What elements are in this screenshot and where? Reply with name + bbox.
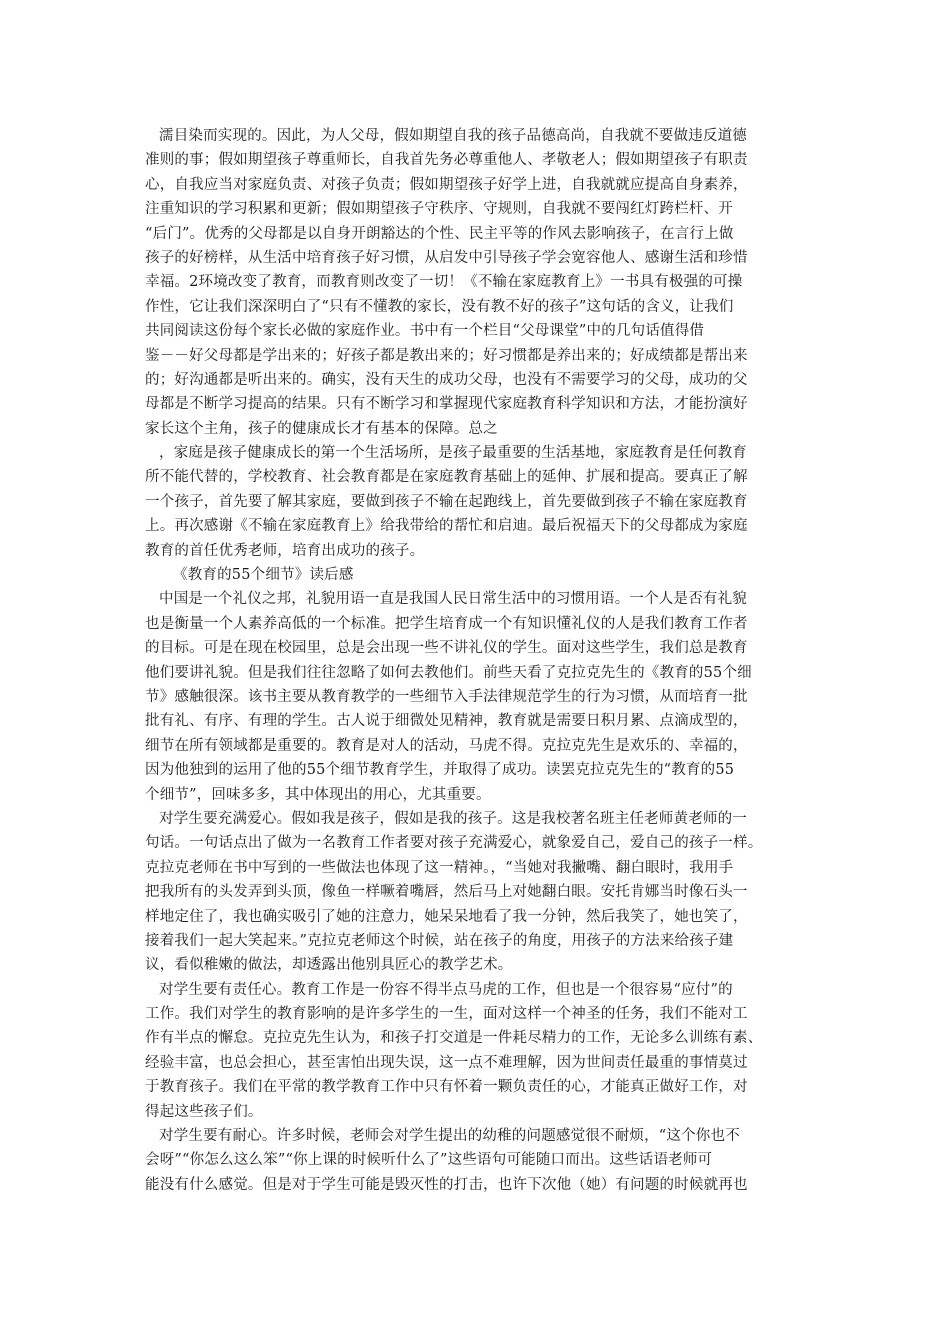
text-line: 的；好沟通都是听出来的。确实，没有天生的成功父母，也没有不需要学习的父母，成功的父: [145, 371, 748, 388]
text-line: 中国是一个礼仪之邦，礼貌用语一直是我国人民日常生活中的习惯用语。一个人是否有礼貌: [159, 591, 747, 608]
text-line: 接着我们一起大笑起来。”克拉克老师这个时候，站在孩子的角度，用孩子的方法来给孩子建: [145, 932, 734, 949]
text-line: 幸福。2环境改变了教育，而教育则改变了一切！《不输在家庭教育上》一书具有极强的可操: [145, 274, 743, 291]
text-line: 得起这些孩子们。: [145, 1103, 263, 1120]
text-line: 濡目染而实现的。因此，为人父母，假如期望自我的孩子品德高尚，自我就不要做违反道德: [159, 128, 747, 144]
text-line: 克拉克老师在书中写到的一些做法也体现了这一精神。，“当她对我撇嘴、翻白眼时，我用手: [145, 859, 734, 876]
section-heading: 《教育的55个细节》读后感: [173, 567, 354, 584]
text-line: ，家庭是孩子健康成长的第一个生活场所，是孩子最重要的生活基地，家庭教育是任何教育: [159, 445, 747, 462]
text-line: 个细节”，回味多多，其中体现出的用心，尤其重要。: [145, 786, 491, 803]
text-line: 批有礼、有序、有理的学生。古人说于细微处见精神，教育就是需要日积月累、点滴成型的，: [145, 713, 748, 730]
text-line: 对学生要充满爱心。假如我是孩子，假如是我的孩子。这是我校著名班主任老师黄老师的一: [159, 810, 747, 827]
text-line: 经验丰富，也总会担心，甚至害怕出现失误，这一点不难理解，因为世间责任最重的事情莫过: [145, 1054, 748, 1071]
text-line: 因为他独到的运用了他的55个细节教育学生，并取得了成功。读罢克拉克先生的“教育的55: [145, 762, 735, 779]
text-line: 母都是不断学习提高的结果。只有不断学习和掌握现代家庭教育科学知识和方法，才能扮演好: [145, 396, 748, 413]
document-body: [145, 124, 803, 1197]
text-line: 作性，它让我们深深明白了“只有不懂教的家长，没有教不好的孩子”这句话的含义，让我们: [145, 298, 734, 315]
text-line: 心，自我应当对家庭负责、对孩子负责；假如期望孩子好学上进，自我就就应提高自身素养，: [145, 176, 748, 193]
text-line: 样地定住了，我也确实吸引了她的注意力，她呆呆地看了我一分钟，然后我笑了，她也笑了，: [145, 908, 748, 925]
text-line: 句话。一句话点出了做为一名教育工作者要对孩子充满爱心，就象爱自己，爱自己的孩子一样。: [145, 835, 763, 852]
text-line: 对学生要有耐心。许多时候，老师会对学生提出的幼稚的问题感觉很不耐烦，“这个你也不: [159, 1128, 740, 1145]
text-line: 也是衡量一个人素养高低的一个标准。把学生培育成一个有知识懂礼仪的人是我们教育工作者: [145, 615, 748, 632]
text-line: 准则的事；假如期望孩子尊重师长，自我首先务必尊重他人、孝敬老人；假如期望孩子有职责: [145, 152, 748, 169]
text-line: 教育的首任优秀老师，培育出成功的孩子。: [145, 542, 425, 559]
text-line: “后门”。优秀的父母都是以自身开朗豁达的个性、民主平等的作风去影响孩子，在言行上做: [145, 225, 734, 242]
text-line: 孩子的好榜样，从生活中培育孩子好习惯，从启发中引导孩子学会宽容他人、感谢生活和珍惜: [145, 249, 748, 266]
text-line: 注重知识的学习积累和更新；假如期望孩子守秩序、守规则，自我就不要闯红灯跨栏杆、开: [145, 201, 733, 218]
text-line: 鉴－－好父母都是学出来的；好孩子都是教出来的；好习惯都是养出来的；好成绩都是帮出来: [145, 347, 748, 364]
text-line: 议，看似稚嫩的做法，却透露出他别具匠心的教学艺术。: [145, 957, 513, 974]
text-line: 工作。我们对学生的教育影响的是许多学生的一生，面对这样一个神圣的任务，我们不能对工: [145, 1006, 748, 1023]
text-line: 节》感触很深。该书主要从教育教学的一些细节入手法律规范学生的行为习惯，从而培育一批: [145, 688, 748, 705]
text-line: 的目标。可是在现在校园里，总是会出现一些不讲礼仪的学生。面对这些学生，我们总是教育: [145, 640, 748, 657]
text-line: 细节在所有领域都是重要的。教育是对人的活动，马虎不得。克拉克先生是欢乐的、幸福的，: [145, 737, 748, 754]
text-line: 他们要讲礼貌。但是我们往往忽略了如何去教他们。前些天看了克拉克先生的《教育的55个细: [145, 664, 752, 681]
text-line: 会呀”“你怎么这么笨”“你上课的时候听什么了”这些语句可能随口而出。这些话语老师可: [145, 1152, 713, 1169]
text-line: 作有半点的懈怠。克拉克先生认为，和孩子打交道是一件耗尽精力的工作，无论多么训练有素、: [145, 1030, 763, 1047]
text-line: 对学生要有责任心。教育工作是一份容不得半点马虎的工作，但也是一个很容易“应付”的: [159, 981, 733, 998]
text-line: 共同阅读这份每个家长必做的家庭作业。书中有一个栏目“父母课堂”中的几句话值得借: [145, 323, 705, 340]
text-line: 把我所有的头发弄到头顶，像鱼一样噘着嘴唇，然后马上对她翻白眼。安托肯娜当时像石头一: [145, 884, 748, 901]
text-line: 所不能代替的，学校教育、社会教育都是在家庭教育基础上的延伸、扩展和提高。要真正了解: [145, 469, 748, 486]
text-line: 一个孩子，首先要了解其家庭，要做到孩子不输在起跑线上，首先要做到孩子不输在家庭教育: [145, 493, 748, 510]
text-line: 于教育孩子。我们在平常的教学教育工作中只有怀着一颗负责任的心，才能真正做好工作，对: [145, 1079, 748, 1096]
text-line: 上。再次感谢《不输在家庭教育上》给我带给的帮忙和启迪。最后祝福天下的父母都成为家庭: [145, 518, 748, 535]
text-line: 家长这个主角，孩子的健康成长才有基本的保障。总之: [145, 420, 498, 437]
text-line: 能没有什么感觉。但是对于学生可能是毁灭性的打击，也许下次他（她）有问题的时候就再也: [145, 1176, 748, 1193]
